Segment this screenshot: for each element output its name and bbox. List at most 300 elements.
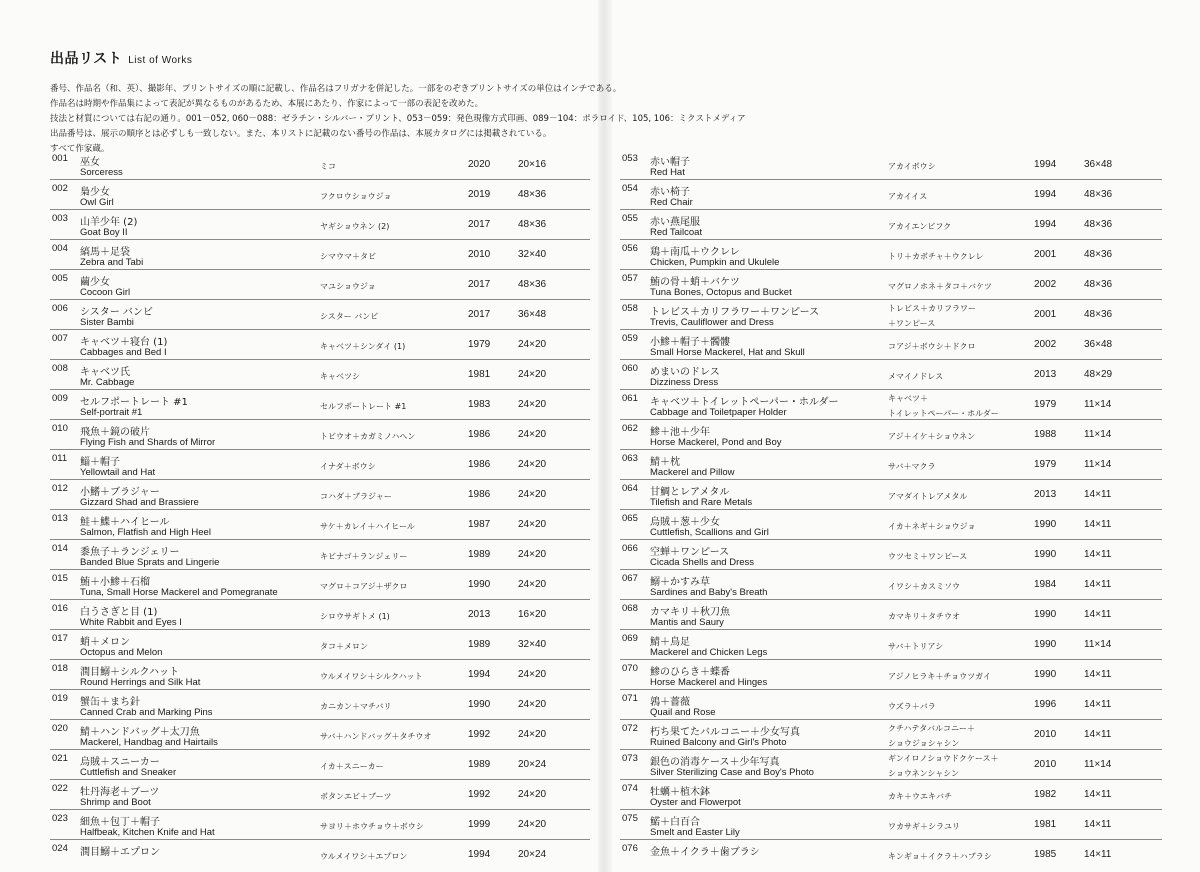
furigana-line: ウズラ＋バラ (888, 702, 936, 711)
furigana-line: ギンイロノショウドクケース＋ (888, 754, 999, 763)
work-print-size: 11×14 (1084, 399, 1112, 410)
work-title-ja: 鶏＋南瓜＋ウクレレ (650, 247, 740, 258)
work-row (620, 660, 1162, 690)
work-print-size: 48×29 (1084, 369, 1113, 380)
work-furigana (320, 309, 378, 324)
work-title-en: Halfbeak, Kitchen Knife and Hat (80, 827, 215, 838)
work-year: 2001 (1034, 309, 1057, 320)
work-title-ja: 烏賊＋葱＋少女 (650, 517, 720, 528)
work-print-size: 16×20 (518, 609, 547, 620)
work-title-en: Sister Bambi (80, 317, 134, 328)
furigana-line: コハダ＋ブラジャー (320, 492, 392, 501)
work-number: 014 (52, 543, 68, 554)
furigana-line: トビウオ＋カガミノハヘン (320, 432, 416, 441)
furigana-line: トイレットペーパー・ホルダー (888, 409, 999, 418)
furigana-line: サバ＋トリアシ (888, 642, 944, 651)
work-furigana (888, 279, 992, 294)
work-print-size: 36×48 (518, 309, 547, 320)
furigana-line: キャベツ＋シンダイ (1) (320, 342, 406, 351)
work-furigana (320, 339, 405, 354)
note-line: 作品名は時期や作品集によって表記が異なるものがあるため、本展にあたり、作家によって一部の表記を改めた。 (50, 99, 484, 109)
work-year: 1986 (468, 429, 491, 440)
work-year: 2019 (468, 189, 491, 200)
work-furigana (888, 849, 992, 864)
work-title-en: Flying Fish and Shards of Mirror (80, 437, 216, 448)
work-title-en: Self-portrait #1 (80, 407, 143, 418)
work-title-ja: 牡蠣＋植木鉢 (650, 787, 710, 798)
work-furigana (888, 789, 952, 804)
work-furigana (320, 429, 415, 444)
work-title-ja: 鰯＋かすみ草 (650, 577, 710, 588)
furigana-line: ヤギショウネン (2) (320, 222, 390, 231)
work-row (620, 600, 1162, 630)
work-print-size: 48×36 (1084, 249, 1113, 260)
work-year: 1999 (468, 819, 491, 830)
work-furigana (320, 759, 384, 774)
work-title-ja: キャベツ氏 (80, 367, 130, 378)
work-title-ja: 鯖＋枕 (650, 457, 680, 468)
work-row (620, 180, 1162, 210)
work-year: 1996 (1034, 699, 1057, 710)
work-number: 006 (52, 303, 68, 314)
work-row (50, 600, 590, 630)
work-title-ja: 鰙＋白百合 (650, 817, 700, 828)
work-row (50, 360, 590, 390)
work-number: 064 (622, 483, 638, 494)
work-title-en: Tuna, Small Horse Mackerel and Pomegranate (80, 587, 278, 598)
work-title-en: Red Chair (650, 197, 693, 208)
work-furigana (888, 721, 975, 751)
work-year: 1989 (468, 549, 491, 560)
work-print-size: 11×14 (1084, 759, 1112, 770)
work-print-size: 48×36 (518, 279, 547, 290)
furigana-line: アジノヒラキ＋チョウツガイ (888, 672, 991, 681)
work-row (50, 720, 590, 750)
note-line: すべて作家蔵。 (50, 144, 110, 154)
work-year: 1986 (468, 489, 491, 500)
work-year: 1982 (1034, 789, 1057, 800)
work-title-ja: 鮭＋鰈＋ハイヒール (80, 517, 170, 528)
work-title-en: Owl Girl (80, 197, 114, 208)
work-title-en: Tuna Bones, Octopus and Bucket (650, 287, 792, 298)
work-print-size: 11×14 (1084, 429, 1112, 440)
work-title-en: Ruined Balcony and Girl's Photo (650, 737, 787, 748)
work-title-ja: 朽ち果てたバルコニー＋少女写真 (650, 727, 800, 738)
furigana-line: クチハテタバルコニー＋ (888, 724, 976, 733)
work-number: 053 (622, 153, 638, 164)
furigana-line: キビナゴ＋ランジェリー (320, 552, 408, 561)
work-title-ja: 赤い帽子 (650, 157, 690, 168)
work-furigana (888, 459, 936, 474)
work-row (50, 810, 590, 840)
work-row (50, 480, 590, 510)
work-print-size: 20×16 (518, 159, 547, 170)
furigana-line: ウルメイワシ＋エプロン (320, 852, 408, 861)
work-print-size: 20×24 (518, 759, 547, 770)
work-year: 2013 (1034, 489, 1057, 500)
work-furigana (320, 549, 407, 564)
furigana-line: マグロノホネ＋タコ＋バケツ (888, 282, 992, 291)
work-row (620, 540, 1162, 570)
work-print-size: 24×20 (518, 819, 547, 830)
work-furigana (888, 159, 936, 174)
work-title-ja: 小鰭＋ブラジャー (80, 487, 160, 498)
note-line: 出品番号は、展示の順序とは必ずしも一致しない。また、本リストに記載のない番号の作品は、本展カタログには掲載されている。 (50, 129, 552, 139)
work-title-en: Oyster and Flowerpot (650, 797, 741, 808)
work-print-size: 14×11 (1084, 669, 1112, 680)
work-year: 1992 (468, 729, 491, 740)
work-furigana (320, 219, 389, 234)
work-year: 1985 (1034, 849, 1057, 860)
work-number: 076 (622, 843, 638, 854)
furigana-line: キンギョ＋イクラ＋ハブラシ (888, 852, 992, 861)
work-number: 021 (52, 753, 68, 764)
work-title-ja: セルフポートレート #1 (80, 397, 188, 408)
work-year: 1979 (1034, 399, 1057, 410)
work-row (620, 690, 1162, 720)
work-number: 016 (52, 603, 68, 614)
work-title-en: Cocoon Girl (80, 287, 131, 298)
work-row (620, 510, 1162, 540)
work-title-ja: 鮪の骨＋蛸＋バケツ (650, 277, 740, 288)
work-title-en: Tilefish and Rare Metals (650, 497, 753, 508)
work-furigana (320, 279, 376, 294)
work-print-size: 14×11 (1084, 729, 1112, 740)
work-print-size: 14×11 (1084, 549, 1112, 560)
work-furigana (320, 159, 336, 174)
work-title-ja: キャベツ＋寝台 (1) (80, 337, 168, 348)
work-title-ja: キャベツ＋トイレットペーパー・ホルダー (650, 397, 839, 408)
work-row (620, 720, 1162, 750)
work-row (620, 330, 1162, 360)
work-print-size: 32×40 (518, 249, 547, 260)
furigana-line: アカイイス (888, 192, 928, 201)
work-print-size: 48×36 (1084, 219, 1113, 230)
work-number: 068 (622, 603, 638, 614)
work-number: 019 (52, 693, 68, 704)
work-furigana (320, 609, 390, 624)
work-year: 2017 (468, 279, 491, 290)
work-title-en: Salmon, Flatfish and High Heel (80, 527, 211, 538)
work-number: 007 (52, 333, 68, 344)
work-number: 005 (52, 273, 68, 284)
work-print-size: 24×20 (518, 399, 547, 410)
furigana-line: トリ＋カボチャ＋ウクレレ (888, 252, 984, 261)
furigana-line: カキ＋ウエキバチ (888, 792, 952, 801)
work-title-ja: 蛸＋メロン (80, 637, 130, 648)
work-title-en: Goat Boy II (80, 227, 128, 238)
work-number: 060 (622, 363, 638, 374)
work-year: 2020 (468, 159, 491, 170)
work-print-size: 36×48 (1084, 159, 1113, 170)
work-furigana (320, 519, 415, 534)
work-furigana (320, 579, 407, 594)
works-list-left (50, 150, 590, 870)
work-print-size: 14×11 (1084, 519, 1112, 530)
work-row (620, 750, 1162, 780)
work-title-en: Zebra and Tabi (80, 257, 144, 268)
furigana-line: サヨリ＋ホウチョウ＋ボウシ (320, 822, 424, 831)
work-furigana (888, 391, 999, 421)
work-title-ja: 巫女 (80, 157, 100, 168)
furigana-line: サバ＋ハンドバッグ＋タチウオ (320, 732, 432, 741)
work-title-ja: 梟少女 (80, 187, 110, 198)
work-number: 008 (52, 363, 68, 374)
work-row (620, 390, 1162, 420)
work-year: 1990 (1034, 669, 1057, 680)
work-title-en: Mantis and Saury (650, 617, 724, 628)
work-number: 054 (622, 183, 638, 194)
work-number: 024 (52, 843, 68, 854)
work-print-size: 14×11 (1084, 609, 1112, 620)
work-row (50, 330, 590, 360)
work-row (50, 450, 590, 480)
work-year: 1990 (1034, 519, 1057, 530)
work-title-ja: 赤い燕尾服 (650, 217, 700, 228)
furigana-line: ＋ワンピース (888, 319, 936, 328)
work-furigana (888, 579, 960, 594)
work-number: 010 (52, 423, 68, 434)
work-title-en: Mackerel and Pillow (650, 467, 735, 478)
work-year: 1988 (1034, 429, 1057, 440)
furigana-line: アカイエンビフク (888, 222, 952, 231)
work-title-ja: 牡丹海老＋ブーツ (80, 787, 160, 798)
work-title-en: Dizziness Dress (650, 377, 719, 388)
note-line: 番号、作品名（和、英）、撮影年、プリントサイズの順に記載し、作品名はフリガナを併記した。一部をのぞきプリントサイズの単位はインチである。 (50, 84, 622, 94)
work-furigana (320, 189, 391, 204)
work-print-size: 14×11 (1084, 789, 1112, 800)
work-furigana (320, 459, 376, 474)
work-print-size: 24×20 (518, 549, 547, 560)
work-year: 1986 (468, 459, 491, 470)
work-year: 1992 (468, 789, 491, 800)
title-en: List of Works (128, 55, 193, 66)
work-title-en: Red Hat (650, 167, 685, 178)
work-number: 017 (52, 633, 68, 644)
work-title-ja: 潤目鰯＋シルクハット (80, 667, 179, 678)
work-print-size: 48×36 (518, 219, 547, 230)
work-row (620, 240, 1162, 270)
work-number: 065 (622, 513, 638, 524)
work-number: 074 (622, 783, 638, 794)
work-row (620, 150, 1162, 180)
furigana-line: ワカサギ＋シラユリ (888, 822, 960, 831)
work-title-en: Banded Blue Sprats and Lingerie (80, 557, 220, 568)
work-print-size: 48×36 (1084, 309, 1113, 320)
work-title-ja: 空蝉＋ワンピース (650, 547, 730, 558)
work-year: 1989 (468, 639, 491, 650)
work-print-size: 48×36 (518, 189, 547, 200)
work-year: 1990 (468, 579, 491, 590)
work-row (620, 480, 1162, 510)
furigana-line: シマウマ＋タビ (320, 252, 376, 261)
work-row (620, 570, 1162, 600)
work-title-ja: 繭少女 (80, 277, 110, 288)
furigana-line: ボタンエビ＋ブーツ (320, 792, 392, 801)
work-furigana (320, 699, 392, 714)
work-year: 2017 (468, 309, 491, 320)
work-furigana (320, 399, 406, 414)
work-row (50, 780, 590, 810)
work-row (50, 420, 590, 450)
work-year: 1990 (1034, 609, 1057, 620)
work-furigana (888, 301, 976, 331)
work-row (50, 270, 590, 300)
work-number: 015 (52, 573, 68, 584)
work-row (620, 630, 1162, 660)
furigana-line: ショウジョシャシン (888, 739, 960, 748)
work-year: 1989 (468, 759, 491, 770)
work-furigana (888, 609, 960, 624)
work-furigana (888, 519, 975, 534)
work-number: 057 (622, 273, 638, 284)
work-row (620, 840, 1162, 870)
work-title-en: Quail and Rose (650, 707, 716, 718)
work-number: 059 (622, 333, 638, 344)
work-title-ja: 金魚＋イクラ＋歯ブラシ (650, 847, 760, 858)
work-number: 067 (622, 573, 638, 584)
title-ja: 出品リスト (50, 51, 123, 67)
work-number: 009 (52, 393, 68, 404)
work-row (50, 210, 590, 240)
work-row (620, 780, 1162, 810)
work-title-ja: カマキリ＋秋刀魚 (650, 607, 730, 618)
work-number: 022 (52, 783, 68, 794)
work-year: 1979 (1034, 459, 1057, 470)
work-title-ja: 黍魚子＋ランジェリー (80, 547, 180, 558)
work-title-en: Horse Mackerel, Pond and Boy (650, 437, 782, 448)
work-furigana (888, 639, 943, 654)
work-print-size: 24×20 (518, 339, 547, 350)
work-number: 062 (622, 423, 638, 434)
furigana-line: コアジ＋ボウシ＋ドクロ (888, 342, 976, 351)
work-number: 020 (52, 723, 68, 734)
work-title-ja: シスター バンビ (80, 307, 153, 318)
work-row (50, 300, 590, 330)
work-title-en: Cuttlefish, Scallions and Girl (650, 527, 769, 538)
work-title-en: Octopus and Melon (80, 647, 163, 658)
work-furigana (888, 249, 984, 264)
work-title-en: Cuttlefish and Sneaker (80, 767, 177, 778)
work-title-ja: 鯵＋池＋少年 (650, 427, 710, 438)
work-title-en: Mackerel and Chicken Legs (650, 647, 768, 658)
work-number: 001 (52, 153, 68, 164)
work-title-en: Horse Mackerel and Hinges (650, 677, 768, 688)
work-title-en: Shrimp and Boot (80, 797, 151, 808)
work-year: 2010 (468, 249, 491, 260)
work-print-size: 32×40 (518, 639, 547, 650)
work-row (50, 630, 590, 660)
furigana-line: マユショウジョ (320, 282, 376, 291)
work-furigana (320, 369, 360, 384)
work-title-en: Trevis, Cauliflower and Dress (650, 317, 774, 328)
work-number: 055 (622, 213, 638, 224)
work-year: 1994 (468, 849, 491, 860)
work-print-size: 24×20 (518, 459, 547, 470)
work-year: 1981 (468, 369, 491, 380)
work-number: 018 (52, 663, 68, 674)
work-print-size: 24×20 (518, 789, 547, 800)
page-title (50, 48, 610, 68)
work-title-ja: 鯔＋帽子 (80, 457, 120, 468)
furigana-line: アジ＋イケ＋ショウネン (888, 432, 976, 441)
work-row (50, 240, 590, 270)
work-title-ja: 白うさぎと目 (1) (80, 607, 158, 618)
work-furigana (888, 819, 960, 834)
furigana-line: メマイノドレス (888, 372, 944, 381)
furigana-line: イナダ＋ボウシ (320, 462, 376, 471)
work-number: 066 (622, 543, 638, 554)
work-title-ja: 鯖＋ハンドバッグ＋太刀魚 (80, 727, 200, 738)
furigana-line: ショウネンシャシン (888, 769, 960, 778)
furigana-line: アマダイトレアメタル (888, 492, 968, 501)
work-row (620, 420, 1162, 450)
work-furigana (320, 249, 376, 264)
furigana-line: イカ＋ネギ＋ショウジョ (888, 522, 976, 531)
work-print-size: 48×36 (1084, 279, 1113, 290)
furigana-line: シロウサギトメ (1) (320, 612, 390, 621)
furigana-line: キャベツシ (320, 372, 360, 381)
work-furigana (320, 669, 423, 684)
work-print-size: 14×11 (1084, 819, 1112, 830)
furigana-line: イカ＋スニーカー (320, 762, 384, 771)
work-title-en: Cabbages and Bed I (80, 347, 167, 358)
work-year: 2002 (1034, 339, 1057, 350)
work-print-size: 14×11 (1084, 849, 1112, 860)
furigana-line: フクロウショウジョ (320, 192, 392, 201)
work-print-size: 24×20 (518, 669, 547, 680)
furigana-line: キャベツ＋ (888, 394, 928, 403)
work-number: 002 (52, 183, 68, 194)
furigana-line: サケ＋カレイ＋ハイヒール (320, 522, 415, 531)
work-title-ja: 赤い椅子 (650, 187, 690, 198)
work-title-en: Canned Crab and Marking Pins (80, 707, 213, 718)
work-title-ja: 烏賊＋スニーカー (80, 757, 160, 768)
work-title-en: Round Herrings and Silk Hat (80, 677, 201, 688)
work-row (50, 390, 590, 420)
work-furigana (320, 639, 368, 654)
work-row (620, 450, 1162, 480)
furigana-line: カマキリ＋タチウオ (888, 612, 960, 621)
work-furigana (888, 489, 967, 504)
work-year: 1979 (468, 339, 491, 350)
work-print-size: 11×14 (1084, 459, 1112, 470)
work-row (50, 180, 590, 210)
work-furigana (888, 189, 927, 204)
furigana-line: セルフポートレート #1 (320, 402, 407, 411)
furigana-line: カニカン＋マチバリ (320, 702, 392, 711)
work-number: 056 (622, 243, 638, 254)
list-header (50, 48, 746, 157)
work-furigana (888, 669, 991, 684)
work-furigana (888, 751, 998, 781)
work-print-size: 11×14 (1084, 639, 1112, 650)
work-title-ja: 銀色の消毒ケース＋少年写真 (650, 757, 780, 768)
furigana-line: シスター バンビ (320, 312, 379, 321)
work-furigana (888, 339, 976, 354)
work-number: 072 (622, 723, 638, 734)
work-furigana (320, 849, 407, 864)
work-number: 069 (622, 633, 638, 644)
work-title-en: Small Horse Mackerel, Hat and Skull (650, 347, 805, 358)
work-title-ja: 小鯵＋帽子＋髑髏 (650, 337, 730, 348)
furigana-line: アカイボウシ (888, 162, 936, 171)
work-row (50, 540, 590, 570)
work-title-en: Mackerel, Handbag and Hairtails (80, 737, 218, 748)
work-row (50, 690, 590, 720)
work-title-ja: 飛魚＋鏡の破片 (80, 427, 150, 438)
work-title-ja: 潤目鰯＋エプロン (80, 847, 160, 858)
